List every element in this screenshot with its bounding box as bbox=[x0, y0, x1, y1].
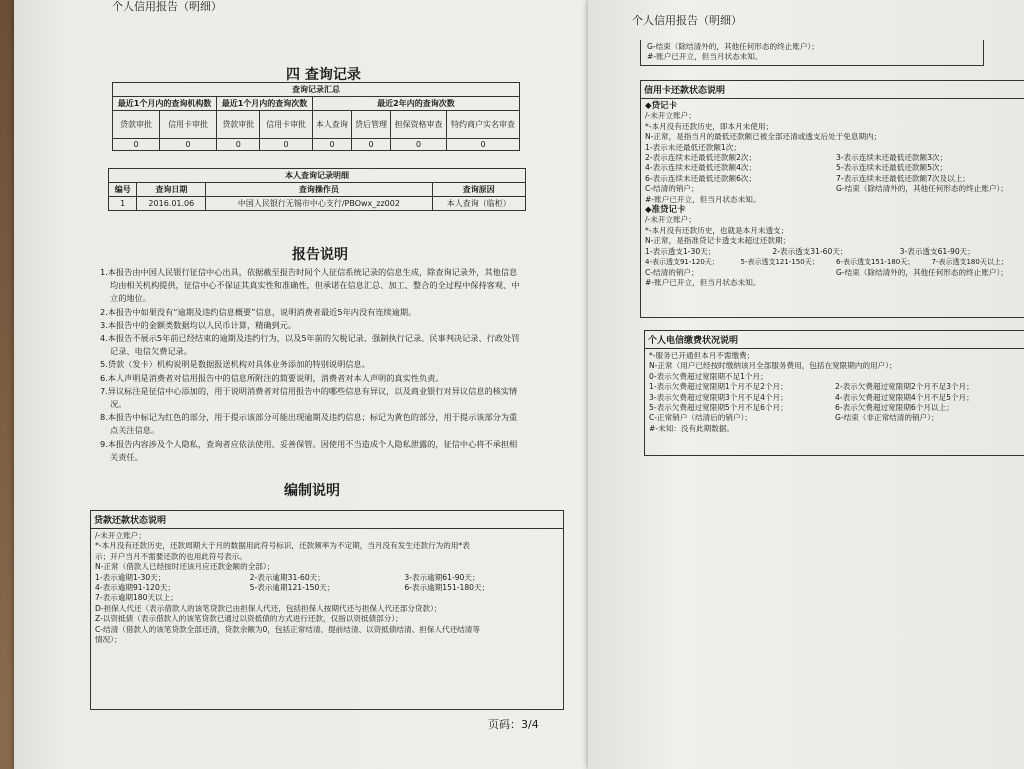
cc-cell: 3-表示透支61-90天； bbox=[899, 246, 975, 256]
loan-status-title: 贷款还款状态说明 bbox=[91, 511, 563, 529]
cc-line: N-正常，是指当月的最低还款额已被全部还清或透支后处于免息期内； bbox=[645, 132, 882, 142]
cc-line: *-本月没有还款历史，也就是本月未透支； bbox=[645, 225, 789, 235]
summary-value: 0 bbox=[391, 139, 447, 151]
cc-line: #-账户已开立，但当月状态未知。 bbox=[645, 194, 761, 204]
loan-cell: 6-表示逾期151-180天； bbox=[404, 583, 490, 593]
summary-title: 查询记录汇总 bbox=[113, 83, 520, 97]
detail-cell: 1 bbox=[109, 197, 137, 211]
detail-col-header: 查询原因 bbox=[432, 183, 525, 197]
tel-cell: 2-表示欠费超过宽限期2个月不足3个月； bbox=[835, 382, 974, 392]
tel-cell: 5-表示欠费超过宽限期5个月不足6个月； bbox=[649, 403, 788, 413]
query-detail-table bbox=[108, 168, 526, 211]
summary-value: 0 bbox=[159, 139, 216, 151]
tel-row bbox=[649, 382, 1021, 392]
cc-line: N-正常，是指准贷记卡透支未超过还款期； bbox=[645, 236, 791, 246]
report-title: 报告说明 bbox=[292, 247, 348, 263]
loan-line: 7-表示逾期180天以上； bbox=[95, 593, 178, 603]
summary-group-header: 最近1个月内的查询次数 bbox=[217, 97, 313, 111]
report-line: 均由相关机构提供，征信中心不保证其真实性和准确性，但承诺在信息汇总、加工、整合的全过程中保持客观、中 bbox=[110, 280, 520, 291]
cc-row bbox=[645, 174, 1024, 184]
loan-line: /-未开立账户； bbox=[95, 531, 146, 540]
cc-line: *-本月没有还款历史，即本月未使用； bbox=[645, 121, 774, 131]
cc-cell: G-结束（除结清外的，其他任何形态的终止账户）； bbox=[836, 267, 1008, 277]
cc-cell: 7-表示透支180天以上； bbox=[931, 258, 1008, 267]
tel-line: 0-表示欠费超过宽限期不足1个月； bbox=[649, 371, 768, 381]
summary-col-header: 贷款审批 bbox=[217, 111, 260, 139]
loan-status-box bbox=[90, 510, 564, 710]
summary-col-header: 信用卡审批 bbox=[159, 111, 216, 139]
section-title: 四 查询记录 bbox=[286, 67, 361, 83]
detail-col-header: 查询操作员 bbox=[206, 183, 432, 197]
debit-card-title: ◆贷记卡 bbox=[645, 101, 678, 111]
detail-cell: 中国人民银行无锡市中心支行/PBOwx_zz002 bbox=[206, 197, 432, 211]
report-line: 1.本报告由中国人民银行征信中心出具，依据截至报告时间个人征信系统记录的信息生成，除查询记录外，其他信息 bbox=[100, 267, 518, 277]
loan-line: 示；开户当月不需要还款的也用此符号表示。 bbox=[95, 551, 247, 561]
summary-group-header: 最近2年内的查询次数 bbox=[312, 97, 519, 111]
summary-value: 0 bbox=[217, 139, 260, 151]
summary-col-header: 信用卡审批 bbox=[260, 111, 313, 139]
cc-row bbox=[645, 163, 1024, 173]
loan-cell: 1-表示逾期1-30天； bbox=[95, 572, 166, 582]
cc-cell: 6-表示连续未还最低还款额6次； bbox=[645, 173, 757, 183]
cc-line: 1-表示未还最低还款额1次； bbox=[645, 142, 741, 152]
query-summary-table bbox=[112, 82, 520, 151]
summary-value: 0 bbox=[447, 139, 520, 151]
cc-row bbox=[645, 268, 1024, 278]
report-line: 关责任。 bbox=[110, 451, 143, 462]
cc-cell: 6-表示透支151-180天； bbox=[836, 258, 915, 267]
report-line: 点关注信息。 bbox=[110, 425, 160, 436]
right-page bbox=[588, 0, 1024, 769]
report-line: 8.本报告中标记为红色的部分，用于提示该部分可能出现逾期及违约信息；标记为黄色的部分，用于提示该部分为重 bbox=[100, 412, 518, 423]
page-header: 个人信用报告（明细） bbox=[112, 0, 222, 13]
cc-cell: 1-表示透支1-30天； bbox=[645, 246, 716, 256]
tel-cell: 1-表示欠费超过宽限期1个月不足2个月； bbox=[649, 382, 788, 392]
cc-cell: C-结清的销户； bbox=[645, 184, 699, 194]
detail-cell: 本人查询（临柜） bbox=[432, 197, 525, 211]
report-line: 9.本报告内容涉及个人隐私，查询者应依法使用、妥善保管。因使用不当造成个人隐私泄露的，征信中心将不承担相 bbox=[100, 438, 518, 449]
summary-col-header: 担保资格审查 bbox=[391, 111, 447, 139]
summary-value: 0 bbox=[312, 139, 351, 151]
loan-line: Z-以资抵债（表示借款人的该笔贷款已通过以资抵债的方式进行还款，仅指以资抵债部分）； bbox=[95, 614, 403, 624]
summary-value: 0 bbox=[113, 139, 160, 151]
loan-line: N-正常（借款人已经按时还该月应还款金额的全部）； bbox=[95, 562, 275, 572]
report-line: 4.本报告不展示5年前已经结束的逾期及违约行为，以及5年前的欠税记录、强制执行记录、民事判决记录、行政处罚 bbox=[100, 333, 520, 344]
loan-line: D-担保人代还（表示借款人的该笔贷款已由担保人代还，包括担保人按期代还与担保人代还部分贷款）； bbox=[95, 603, 442, 613]
tel-cell: 4-表示欠费超过宽限期4个月不足5个月； bbox=[835, 392, 974, 402]
quasi-card-title: ◆准贷记卡 bbox=[645, 205, 686, 216]
cc-cell: 2-表示透支31-60天； bbox=[772, 246, 848, 256]
tel-line: N-正常（用户已经按时缴纳该月全部服务费用，包括在宽限期内的用户）； bbox=[649, 361, 897, 371]
report-notes bbox=[100, 266, 544, 464]
summary-value: 0 bbox=[351, 139, 390, 151]
cc-row bbox=[645, 153, 1024, 163]
cc-cell: 2-表示连续未还最低还款额2次； bbox=[645, 153, 757, 163]
report-line: 3.本报告中的金额类数据均以人民币计算，精确到元。 bbox=[100, 319, 297, 330]
compile-title: 编制说明 bbox=[284, 483, 340, 499]
tel-row bbox=[649, 393, 1021, 403]
report-line: 2.本报告中如果没有“逾期及违约信息概要”信息，说明消费者最近5年内没有连续逾期。 bbox=[100, 306, 417, 317]
loan-line: *-本月没有还款历史，还款周期大于月的数据用此符号标识，还款频率为不定期，当月没有发生还款行为的用*表 bbox=[95, 541, 470, 551]
page-header: 个人信用报告（明细） bbox=[632, 14, 742, 27]
report-line: 记录、电信欠费记录。 bbox=[110, 346, 192, 357]
credit-card-status-box bbox=[640, 80, 1024, 318]
summary-group-header: 最近1个月内的查询机构数 bbox=[113, 97, 217, 111]
page-number: 页码：3/4 bbox=[488, 718, 539, 731]
summary-col-header: 本人查询 bbox=[312, 111, 351, 139]
cc-row bbox=[645, 257, 1024, 267]
tel-row bbox=[649, 413, 1021, 423]
detail-col-header: 查询日期 bbox=[137, 183, 206, 197]
report-line: 立的地位。 bbox=[110, 293, 151, 304]
loan-line: C-结清（借款人的该笔贷款全部还清，贷款余额为0，包括正常结清、提前结清、以资抵债结清、担保人代还结清等 bbox=[95, 624, 480, 634]
tel-line: #-未知：没有此期数据。 bbox=[649, 423, 735, 433]
left-page bbox=[14, 0, 620, 769]
cc-cell: 5-表示连续未还最低还款额5次； bbox=[836, 163, 948, 173]
cc-cell: G-结束（除结清外的，其他任何形态的终止账户）； bbox=[836, 184, 1008, 194]
cc-status-title: 信用卡还款状态说明 bbox=[641, 81, 1024, 99]
top-line: G-结束（除结清外的，其他任何形态的终止账户）； bbox=[647, 42, 819, 51]
cc-cell: 3-表示连续未还最低还款额3次； bbox=[836, 153, 948, 163]
cc-cell: 4-表示连续未还最低还款额4次； bbox=[645, 163, 757, 173]
summary-col-header: 特约商户实名审查 bbox=[447, 111, 520, 139]
report-line: 况。 bbox=[110, 399, 127, 410]
tel-row bbox=[649, 403, 1021, 413]
cc-row bbox=[645, 184, 1024, 194]
detail-cell: 2016.01.06 bbox=[137, 197, 206, 211]
cc-cell: 4-表示透支91-120天； bbox=[645, 258, 719, 267]
loan-cell: 5-表示逾期121-150天； bbox=[249, 583, 335, 593]
cc-cell: C-结清的销户； bbox=[645, 267, 699, 277]
loan-row bbox=[95, 573, 559, 583]
telecom-status-title: 个人电信缴费状况说明 bbox=[645, 331, 1024, 349]
cc-cell: 7-表示连续未还最低还款额7次及以上； bbox=[836, 173, 970, 183]
report-line: 6.本人声明是消费者对信用报告中的信息所附注的简要说明，消费者对本人声明的真实性负责。 bbox=[100, 372, 444, 383]
loan-row bbox=[95, 583, 559, 593]
report-line: 7.异议标注是征信中心添加的，用于说明消费者对信用报告中的哪些信息有异议，以及商业银行对异议信息的核实情 bbox=[100, 385, 518, 396]
detail-title: 本人查询记录明细 bbox=[109, 169, 526, 183]
summary-col-header: 贷款审批 bbox=[113, 111, 160, 139]
loan-cell: 3-表示逾期61-90天； bbox=[404, 572, 480, 582]
tel-cell: 3-表示欠费超过宽限期3个月不足4个月； bbox=[649, 392, 788, 402]
detail-col-header: 编号 bbox=[109, 183, 137, 197]
tel-cell: 6-表示欠费超过宽限期6个月以上； bbox=[835, 403, 954, 413]
loan-cell: 4-表示逾期91-120天； bbox=[95, 583, 176, 593]
tel-cell: G-结束（非正常结清的销户）； bbox=[835, 413, 939, 423]
loan-line: 情况）； bbox=[95, 635, 122, 645]
tel-line: *-服务已开通但本月不需缴费； bbox=[649, 351, 755, 360]
summary-col-header: 贷后管理 bbox=[351, 111, 390, 139]
cc-cell: 5-表示透支121-150天； bbox=[740, 258, 819, 267]
cc-line: /-未开立账户； bbox=[645, 215, 696, 225]
report-line: 5.贷款（发卡）机构说明是数据报送机构对具体业务添加的特别说明信息。 bbox=[100, 359, 370, 370]
telecom-status-box bbox=[644, 330, 1024, 456]
cc-line: /-未开立账户； bbox=[645, 111, 696, 121]
loan-cell: 2-表示逾期31-60天； bbox=[249, 572, 325, 582]
cc-line: #-账户已开立，但当月状态未知。 bbox=[645, 277, 761, 287]
top-line: #-账户已开立，但当月状态未知。 bbox=[647, 52, 763, 62]
tel-cell: C-正常销户（结清后的销户）； bbox=[649, 413, 752, 423]
cc-row bbox=[645, 247, 1024, 257]
summary-value: 0 bbox=[260, 139, 313, 151]
